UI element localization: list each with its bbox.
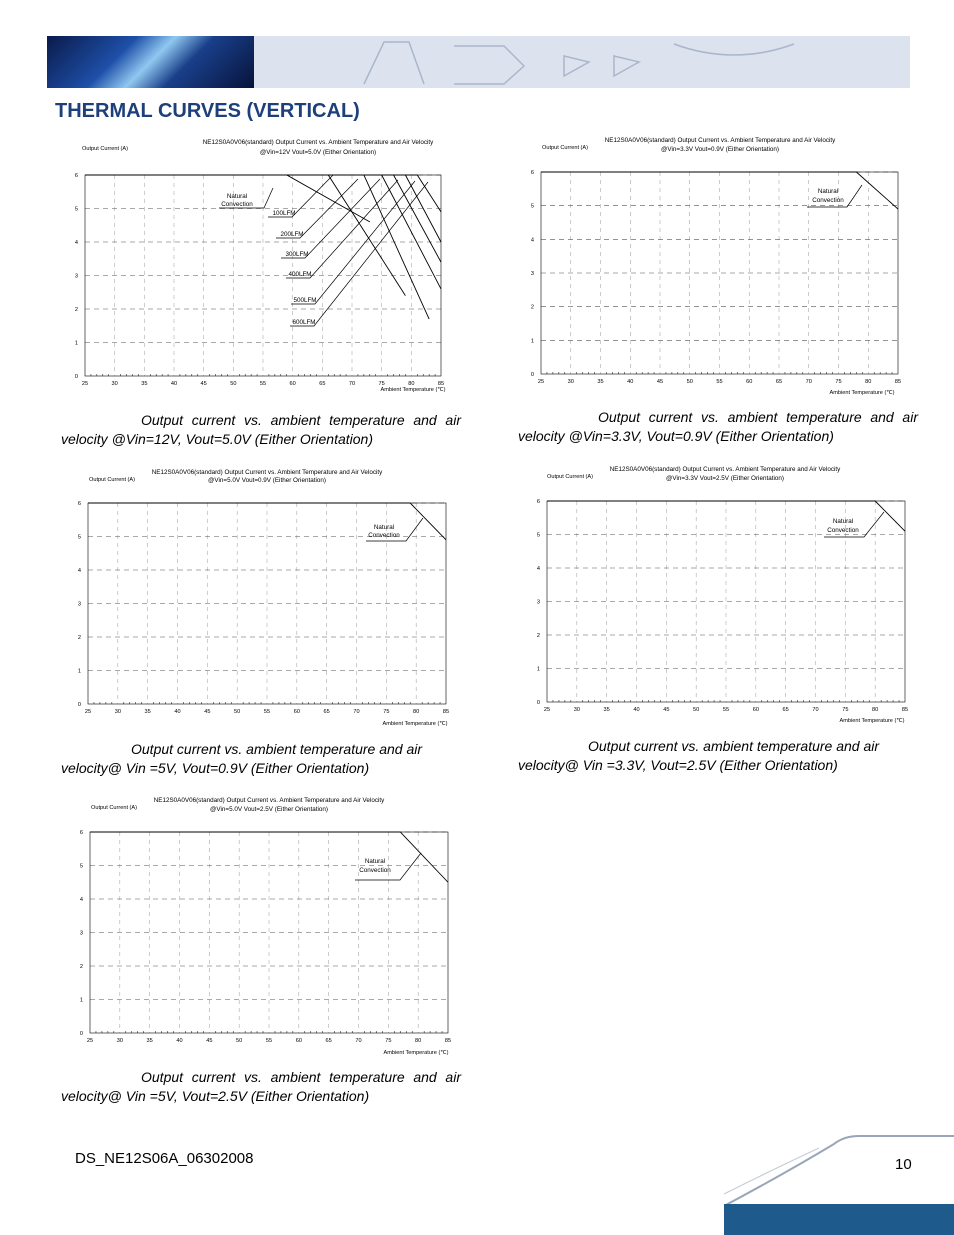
x-tick-label: 25 xyxy=(86,1038,94,1044)
y-axis-label: Output Current (A) xyxy=(91,805,138,811)
x-tick-label: 35 xyxy=(144,709,151,715)
x-tick-label: 45 xyxy=(656,379,664,385)
y-tick-label: 1 xyxy=(77,668,81,675)
chart-title-line1: NE12S0A0V06(standard) Output Current vs. Ambient Temperature and Air Velocity xyxy=(609,466,841,473)
chart-title-line2: @Vin=3.3V Vout=2.5V (Either Orientation) xyxy=(666,475,784,482)
x-tick-label: 50 xyxy=(234,709,241,715)
caption-line1: Output current vs. ambient temperature and air xyxy=(141,1069,461,1085)
x-axis-label: Ambient Temperature (℃) xyxy=(383,1050,449,1056)
x-tick-label: 85 xyxy=(901,707,909,713)
header-banner xyxy=(47,36,910,88)
x-tick-label: 55 xyxy=(716,379,723,385)
y-tick-label: 1 xyxy=(530,338,534,345)
x-tick-label: 85 xyxy=(894,379,902,385)
label-natural-convection-line1: Natural xyxy=(364,858,386,865)
x-tick-label: 80 xyxy=(865,379,872,385)
x-tick-label: 65 xyxy=(319,381,326,387)
chart-title-line1: NE12S0A0V06(standard) Output Current vs. Ambient Temperature and Air Velocity xyxy=(604,137,836,144)
y-tick-label: 1 xyxy=(79,997,83,1004)
y-tick-label: 5 xyxy=(79,863,83,870)
x-axis-label: Ambient Temperature (℃) xyxy=(382,721,448,727)
y-tick-label: 0 xyxy=(77,702,81,708)
x-tick-label: 60 xyxy=(293,709,300,715)
x-tick-label: 65 xyxy=(782,707,789,713)
x-tick-label: 65 xyxy=(325,1038,332,1044)
y-tick-label: 5 xyxy=(77,534,81,541)
x-tick-label: 80 xyxy=(408,381,415,387)
series-line xyxy=(85,175,429,319)
x-tick-label: 35 xyxy=(146,1038,153,1044)
chart-title-line1: NE12S0A0V06(standard) Output Current vs. Ambient Temperature and Air Velocity xyxy=(202,139,434,146)
x-tick-label: 70 xyxy=(812,707,819,713)
y-tick-label: 0 xyxy=(530,372,534,378)
banner-photo xyxy=(47,36,254,88)
pointer-400lfm xyxy=(286,180,398,278)
y-tick-label: 6 xyxy=(530,170,534,176)
x-tick-label: 85 xyxy=(437,381,445,387)
y-tick-label: 4 xyxy=(77,568,81,574)
x-tick-label: 40 xyxy=(176,1038,183,1044)
chart-title-line1: NE12S0A0V06(standard) Output Current vs. Ambient Temperature and Air Velocity xyxy=(151,469,383,476)
page-title: THERMAL CURVES (VERTICAL) xyxy=(55,100,360,122)
x-tick-label: 50 xyxy=(686,379,693,385)
x-tick-label: 75 xyxy=(842,707,849,713)
x-tick-label: 55 xyxy=(263,709,271,715)
label-natural-convection-line1: Natural xyxy=(817,188,839,195)
y-tick-label: 5 xyxy=(74,206,78,213)
y-tick-label: 6 xyxy=(79,830,83,836)
chart-vin5-vout0.9 xyxy=(60,462,455,729)
page-number: 10 xyxy=(895,1156,912,1173)
label-500lfm: 500LFM xyxy=(293,297,317,304)
x-tick-label: 45 xyxy=(204,709,211,715)
y-tick-label: 2 xyxy=(536,633,540,639)
x-tick-label: 35 xyxy=(141,381,148,387)
x-tick-label: 85 xyxy=(442,709,450,715)
caption-line1: Output current vs. ambient temperature and air xyxy=(131,741,423,757)
x-tick-label: 80 xyxy=(415,1038,422,1044)
y-tick-label: 4 xyxy=(79,897,83,903)
y-tick-label: 2 xyxy=(530,304,534,311)
y-tick-label: 5 xyxy=(530,203,534,210)
caption-line1: Output current vs. ambient temperature and air xyxy=(141,412,461,428)
y-tick-label: 0 xyxy=(74,374,78,380)
y-tick-label: 1 xyxy=(74,340,78,347)
y-tick-label: 6 xyxy=(77,501,81,507)
caption-line2: velocity@ Vin =3.3V, Vout=2.5V (Either Orientation) xyxy=(518,757,838,773)
x-tick-label: 60 xyxy=(289,381,296,387)
chart-title-line2: @Vin=12V Vout=5.0V (Either Orientation) xyxy=(259,149,377,156)
caption-line2: velocity @Vin=3.3V, Vout=0.9V (Either Orientation) xyxy=(518,428,834,444)
x-tick-label: 45 xyxy=(663,707,670,713)
x-tick-label: 35 xyxy=(603,707,610,713)
caption-line1: Output current vs. ambient temperature and air xyxy=(588,738,880,754)
x-tick-label: 40 xyxy=(170,381,178,387)
corner-decoration xyxy=(724,1134,954,1235)
x-tick-label: 40 xyxy=(627,379,634,385)
y-tick-label: 4 xyxy=(530,237,534,244)
x-tick-label: 60 xyxy=(746,379,753,385)
x-tick-label: 55 xyxy=(265,1038,273,1044)
y-tick-label: 5 xyxy=(536,532,540,539)
x-tick-label: 25 xyxy=(537,379,545,385)
y-tick-label: 3 xyxy=(530,271,534,277)
x-axis-label: Ambient Temperature (℃) xyxy=(380,387,446,393)
y-tick-label: 3 xyxy=(74,273,78,280)
chart-title-line1: NE12S0A0V06(standard) Output Current vs. Ambient Temperature and Air Velocity xyxy=(153,797,385,804)
x-tick-label: 35 xyxy=(597,379,604,385)
x-axis-label: Ambient Temperature (℃) xyxy=(829,390,895,396)
label-natural-convection-line1: Natural xyxy=(226,193,248,200)
document-id: DS_NE12S06A_06302008 xyxy=(75,1150,254,1167)
x-tick-label: 75 xyxy=(835,379,842,385)
corner-band xyxy=(724,1204,954,1235)
x-tick-label: 60 xyxy=(295,1038,302,1044)
x-tick-label: 70 xyxy=(348,381,356,387)
label-natural-convection-line2: Convection xyxy=(827,527,859,534)
x-tick-label: 25 xyxy=(84,709,92,715)
x-tick-label: 30 xyxy=(114,709,121,715)
label-natural-convection-line1: Natural xyxy=(373,524,395,531)
y-tick-label: 3 xyxy=(79,930,83,937)
label-300lfm: 300LFM xyxy=(285,251,309,258)
x-tick-label: 30 xyxy=(116,1038,123,1044)
caption-line1: Output current vs. ambient temperature and air xyxy=(598,409,918,425)
x-tick-label: 65 xyxy=(775,379,783,385)
y-tick-label: 3 xyxy=(77,601,81,608)
chart-vin3.3-vout2.5 xyxy=(519,459,914,726)
x-tick-label: 25 xyxy=(543,707,551,713)
y-tick-label: 4 xyxy=(536,566,540,572)
label-600lfm: 600LFM xyxy=(292,319,316,326)
x-axis-label: Ambient Temperature (℃) xyxy=(839,718,905,724)
label-natural-convection-line2: Convection xyxy=(221,201,253,208)
x-tick-label: 50 xyxy=(230,381,237,387)
y-tick-label: 2 xyxy=(79,964,83,970)
x-tick-label: 70 xyxy=(355,1038,362,1044)
pointer-300lfm xyxy=(281,179,380,258)
x-tick-label: 40 xyxy=(633,707,640,713)
y-tick-label: 1 xyxy=(536,666,540,673)
x-tick-label: 65 xyxy=(323,709,330,715)
x-tick-label: 75 xyxy=(385,1038,392,1044)
x-tick-label: 55 xyxy=(722,707,730,713)
x-tick-label: 45 xyxy=(206,1038,213,1044)
x-tick-label: 85 xyxy=(444,1038,452,1044)
label-natural-convection-line1: Natural xyxy=(832,518,854,525)
chart-title-line2: @Vin=5.0V Vout=2.5V (Either Orientation) xyxy=(210,806,328,813)
x-tick-label: 25 xyxy=(81,381,89,387)
caption-chart-1 xyxy=(61,411,461,449)
caption-chart-4 xyxy=(518,737,918,775)
x-tick-label: 40 xyxy=(174,709,181,715)
pointer-600lfm xyxy=(290,182,428,326)
chart-vin5-vout2.5 xyxy=(60,791,455,1058)
banner-decoration xyxy=(254,36,910,88)
y-tick-label: 4 xyxy=(74,240,78,246)
y-axis-label: Output Current (A) xyxy=(542,145,589,151)
label-400lfm: 400LFM xyxy=(288,271,312,278)
label-natural-convection-line2: Convection xyxy=(359,867,391,874)
y-tick-label: 6 xyxy=(74,173,78,179)
x-tick-label: 60 xyxy=(752,707,759,713)
caption-chart-2 xyxy=(518,408,918,446)
y-tick-label: 0 xyxy=(79,1031,83,1037)
x-tick-label: 75 xyxy=(378,381,385,387)
caption-line2: velocity@ Vin =5V, Vout=0.9V (Either Orientation) xyxy=(61,760,370,776)
caption-chart-3 xyxy=(61,740,461,778)
x-tick-label: 30 xyxy=(111,381,118,387)
y-axis-label: Output Current (A) xyxy=(89,477,136,483)
x-tick-label: 45 xyxy=(200,381,207,387)
chart-vin3.3-vout0.9 xyxy=(514,130,914,397)
chart-title-line2: @Vin=3.3V Vout=0.9V (Either Orientation) xyxy=(661,146,779,153)
x-tick-label: 80 xyxy=(872,707,879,713)
y-tick-label: 6 xyxy=(536,499,540,505)
x-tick-label: 55 xyxy=(259,381,267,387)
x-tick-label: 50 xyxy=(236,1038,243,1044)
label-natural-convection-line2: Convection xyxy=(812,197,844,204)
x-tick-label: 50 xyxy=(693,707,700,713)
caption-line2: velocity@ Vin =5V, Vout=2.5V (Either Orientation) xyxy=(61,1088,370,1104)
y-tick-label: 0 xyxy=(536,700,540,706)
chart-title-line2: @Vin=5.0V Vout=0.9V (Either Orientation) xyxy=(208,477,326,484)
x-tick-label: 30 xyxy=(573,707,580,713)
y-tick-label: 2 xyxy=(77,635,81,641)
chart-vin12-vout5 xyxy=(55,130,465,398)
label-natural-convection-line2: Convection xyxy=(368,532,400,539)
y-tick-label: 3 xyxy=(536,599,540,606)
label-200lfm: 200LFM xyxy=(280,231,304,238)
y-axis-label: Output Current (A) xyxy=(547,474,594,480)
x-tick-label: 70 xyxy=(805,379,812,385)
label-100lfm: 100LFM xyxy=(272,210,296,217)
x-tick-label: 80 xyxy=(413,709,420,715)
caption-line2: velocity @Vin=12V, Vout=5.0V (Either Orientation) xyxy=(61,431,374,447)
x-tick-label: 70 xyxy=(353,709,360,715)
y-tick-label: 2 xyxy=(74,307,78,313)
y-axis-label: Output Current (A) xyxy=(82,146,129,152)
x-tick-label: 75 xyxy=(383,709,390,715)
caption-chart-5 xyxy=(61,1068,461,1106)
x-tick-label: 30 xyxy=(567,379,574,385)
